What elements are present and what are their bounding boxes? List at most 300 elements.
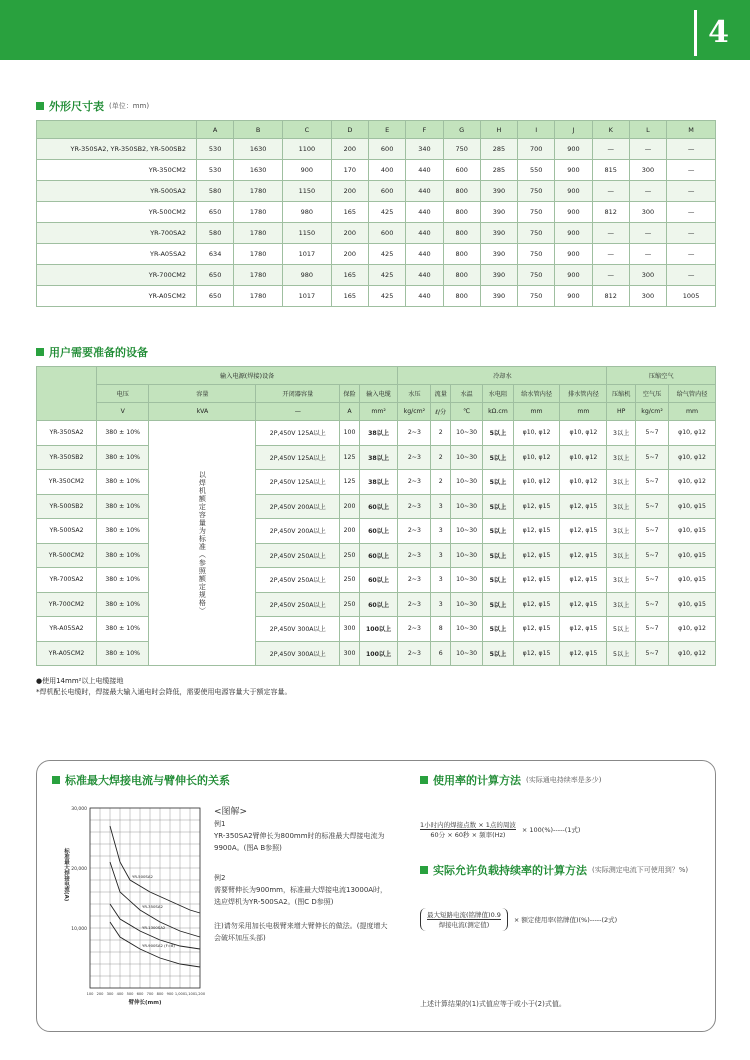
- equipment-title: 用户需要准备的设备: [36, 344, 148, 360]
- table-cell: 550: [518, 160, 555, 181]
- unit-header: mm: [560, 403, 607, 421]
- table-cell: φ10, φ15: [669, 543, 716, 568]
- table-cell: 380 ± 10%: [97, 421, 149, 446]
- series-label: YR-1300SA2: [142, 925, 166, 930]
- table-cell: 1150: [283, 181, 332, 202]
- table-cell: 900: [555, 139, 592, 160]
- table-cell: 10~30: [451, 445, 483, 470]
- table-cell: 425: [369, 202, 406, 223]
- table-cell: 10~30: [451, 543, 483, 568]
- unit-header: mm: [513, 403, 560, 421]
- table-cell: 800: [443, 223, 480, 244]
- table-cell: 440: [406, 202, 443, 223]
- dimensions-title: 外形尺寸表 (单位：mm): [36, 98, 149, 114]
- table-cell: 2: [431, 445, 451, 470]
- table-cell: 650: [197, 202, 234, 223]
- square-icon: [36, 348, 44, 356]
- sub-header: 输入电缆: [359, 385, 398, 403]
- table-cell: 440: [406, 244, 443, 265]
- table-cell: φ10, φ12: [669, 617, 716, 642]
- table-cell: 750: [518, 286, 555, 307]
- table-cell: 380 ± 10%: [97, 543, 149, 568]
- table-cell: 165: [331, 286, 368, 307]
- table-cell: YR-A05SA2: [37, 617, 97, 642]
- table-row: [37, 286, 716, 307]
- table-cell: 300: [340, 617, 360, 642]
- table-cell: 600: [369, 223, 406, 244]
- table-cell: 5以上: [483, 519, 513, 544]
- table-cell: 10~30: [451, 617, 483, 642]
- dim-header: G: [443, 121, 480, 139]
- notes: [36, 676, 292, 698]
- model-name: YR-700SA2: [37, 223, 197, 244]
- table-cell: 5以上: [483, 592, 513, 617]
- table-cell: —: [667, 244, 716, 265]
- table-cell: 634: [197, 244, 234, 265]
- table-row: [37, 617, 716, 642]
- square-icon: [420, 776, 428, 784]
- dim-header: C: [283, 121, 332, 139]
- table-cell: φ10, φ12: [560, 470, 607, 495]
- sub-header: 给水管内径: [513, 385, 560, 403]
- unit-header: mm²: [359, 403, 398, 421]
- table-cell: 300: [629, 265, 666, 286]
- x-tick-label: 800: [156, 992, 164, 996]
- table-cell: φ12, φ15: [513, 617, 560, 642]
- table-cell: 285: [480, 139, 517, 160]
- table-cell: 5以上: [483, 568, 513, 593]
- sub-header: 水温: [451, 385, 483, 403]
- table-cell: 3: [431, 494, 451, 519]
- table-cell: 750: [518, 223, 555, 244]
- y-tick-label: 30,000: [71, 807, 87, 812]
- table-cell: 100: [340, 421, 360, 446]
- table-cell: 5以上: [483, 641, 513, 666]
- table-cell: 250: [340, 543, 360, 568]
- table-cell: —: [592, 139, 629, 160]
- dim-header: A: [197, 121, 234, 139]
- y-tick-label: 20,000: [71, 867, 87, 872]
- table-cell: 380 ± 10%: [97, 641, 149, 666]
- table-cell: 5~7: [636, 470, 669, 495]
- table-row: [37, 592, 716, 617]
- table-cell: 1780: [234, 244, 283, 265]
- table-cell: 900: [283, 160, 332, 181]
- table-cell: 200: [340, 494, 360, 519]
- table-cell: 5~7: [636, 445, 669, 470]
- table-cell: 2~3: [398, 641, 431, 666]
- table-cell: 750: [518, 202, 555, 223]
- table-cell: —: [592, 244, 629, 265]
- table-cell: 2P,450V 125A以上: [256, 421, 340, 446]
- dimensions-table: [36, 120, 716, 307]
- table-cell: 3以上: [607, 494, 636, 519]
- table-cell: 815: [592, 160, 629, 181]
- table-cell: φ10, φ12: [513, 470, 560, 495]
- table-cell: 390: [480, 181, 517, 202]
- table-cell: 5以上: [483, 494, 513, 519]
- table-cell: 5以上: [483, 543, 513, 568]
- sub-header: 排水管内径: [560, 385, 607, 403]
- table-cell: φ12, φ15: [560, 617, 607, 642]
- table-cell: 60以上: [359, 519, 398, 544]
- equipment-table: [36, 366, 716, 666]
- table-cell: 800: [443, 244, 480, 265]
- table-cell: φ10, φ12: [669, 641, 716, 666]
- unit-header: ℃: [451, 403, 483, 421]
- table-row: [37, 202, 716, 223]
- table-cell: 100以上: [359, 617, 398, 642]
- table-cell: 5~7: [636, 543, 669, 568]
- table-cell: YR-350SA2: [37, 421, 97, 446]
- table-cell: 300: [629, 286, 666, 307]
- table-cell: φ12, φ15: [560, 543, 607, 568]
- table-cell: 300: [629, 160, 666, 181]
- table-cell: 3: [431, 592, 451, 617]
- table-cell: 600: [369, 139, 406, 160]
- table-cell: 750: [518, 181, 555, 202]
- unit-header: kΩ.cm: [483, 403, 513, 421]
- dim-header: E: [369, 121, 406, 139]
- table-row: [37, 543, 716, 568]
- square-icon: [36, 102, 44, 110]
- table-cell: 800: [443, 181, 480, 202]
- table-cell: YR-350SB2: [37, 445, 97, 470]
- table-cell: —: [629, 223, 666, 244]
- unit-header: kVA: [149, 403, 256, 421]
- table-cell: φ12, φ15: [513, 494, 560, 519]
- table-cell: 200: [331, 181, 368, 202]
- table-cell: 900: [555, 223, 592, 244]
- table-cell: φ10, φ15: [669, 592, 716, 617]
- table-row: [37, 568, 716, 593]
- table-cell: 125: [340, 445, 360, 470]
- dim-header: L: [629, 121, 666, 139]
- table-cell: —: [667, 139, 716, 160]
- table-cell: φ10, φ12: [669, 445, 716, 470]
- table-cell: φ12, φ15: [560, 494, 607, 519]
- x-tick-label: 400: [116, 992, 124, 996]
- table-cell: 440: [406, 223, 443, 244]
- table-cell: YR-500CM2: [37, 543, 97, 568]
- table-cell: 5~7: [636, 421, 669, 446]
- x-tick-label: 900: [166, 992, 174, 996]
- x-tick-label: 1,000: [174, 992, 186, 996]
- table-cell: 1780: [234, 202, 283, 223]
- table-cell: 380 ± 10%: [97, 617, 149, 642]
- table-cell: 425: [369, 265, 406, 286]
- table-cell: 2P,450V 300A以上: [256, 617, 340, 642]
- table-cell: YR-500SB2: [37, 494, 97, 519]
- table-cell: 1780: [234, 265, 283, 286]
- table-cell: 2~3: [398, 617, 431, 642]
- table-cell: YR-700SA2: [37, 568, 97, 593]
- table-row: [37, 139, 716, 160]
- table-cell: 10~30: [451, 519, 483, 544]
- dim-header: I: [518, 121, 555, 139]
- table-cell: 2~3: [398, 494, 431, 519]
- table-cell: 800: [443, 286, 480, 307]
- table-cell: φ10, φ15: [669, 494, 716, 519]
- table-cell: 2~3: [398, 470, 431, 495]
- table-cell: 425: [369, 286, 406, 307]
- table-cell: 2~3: [398, 519, 431, 544]
- table-cell: 38以上: [359, 421, 398, 446]
- sub-header: 水电阻: [483, 385, 513, 403]
- table-cell: φ12, φ15: [513, 568, 560, 593]
- table-cell: 390: [480, 286, 517, 307]
- table-cell: 580: [197, 223, 234, 244]
- table-cell: YR-700CM2: [37, 592, 97, 617]
- table-cell: φ12, φ15: [560, 641, 607, 666]
- table-cell: 5~7: [636, 519, 669, 544]
- table-cell: 3以上: [607, 543, 636, 568]
- table-cell: 600: [443, 160, 480, 181]
- sub-header: 流量: [431, 385, 451, 403]
- table-cell: —: [667, 181, 716, 202]
- table-cell: —: [629, 139, 666, 160]
- table-cell: 125: [340, 470, 360, 495]
- series-label: YR-500SA2: [132, 874, 153, 879]
- sub-header: 压缩机: [607, 385, 636, 403]
- table-cell: 250: [340, 568, 360, 593]
- table-cell: 2P,450V 200A以上: [256, 494, 340, 519]
- dim-header: J: [555, 121, 592, 139]
- table-row: [37, 445, 716, 470]
- table-cell: 10~30: [451, 494, 483, 519]
- relation-title: 标准最大焊接电流与臂伸长的关系: [52, 772, 230, 788]
- sub-header: 保险: [340, 385, 360, 403]
- model-name: YR-A05CM2: [37, 286, 197, 307]
- table-cell: YR-500SA2: [37, 519, 97, 544]
- table-cell: φ12, φ15: [513, 543, 560, 568]
- table-cell: 1150: [283, 223, 332, 244]
- table-cell: —: [592, 223, 629, 244]
- table-cell: 6: [431, 641, 451, 666]
- square-icon: [52, 776, 60, 784]
- table-cell: 1630: [234, 139, 283, 160]
- table-cell: 390: [480, 244, 517, 265]
- table-cell: 2~3: [398, 421, 431, 446]
- table-cell: 2~3: [398, 543, 431, 568]
- table-cell: 10~30: [451, 641, 483, 666]
- group-water: 冷却水: [398, 367, 607, 385]
- table-cell: 3以上: [607, 592, 636, 617]
- table-row: [37, 181, 716, 202]
- table-cell: 2P,450V 200A以上: [256, 519, 340, 544]
- table-cell: 750: [518, 244, 555, 265]
- table-cell: 3: [431, 519, 451, 544]
- table-cell: —: [667, 202, 716, 223]
- square-icon: [420, 866, 428, 874]
- model-name: YR-700CM2: [37, 265, 197, 286]
- model-name: YR-500CM2: [37, 202, 197, 223]
- table-cell: 440: [406, 265, 443, 286]
- table-cell: 380 ± 10%: [97, 568, 149, 593]
- table-cell: 1780: [234, 181, 283, 202]
- table-cell: 2~3: [398, 568, 431, 593]
- table-cell: φ12, φ15: [513, 519, 560, 544]
- table-cell: 900: [555, 202, 592, 223]
- table-cell: 1780: [234, 223, 283, 244]
- table-cell: 2P,450V 250A以上: [256, 592, 340, 617]
- table-cell: —: [667, 223, 716, 244]
- table-cell: φ10, φ12: [560, 421, 607, 446]
- allowable-formula: 最大短路电流(铭牌值)0.9 焊接电流(测定值) × 额定使用率(铭牌值)(%)-----(2式): [420, 908, 617, 931]
- table-cell: 812: [592, 202, 629, 223]
- x-tick-label: 1,100: [184, 992, 196, 996]
- table-cell: 900: [555, 244, 592, 265]
- table-row: [37, 519, 716, 544]
- table-cell: 5以上: [483, 445, 513, 470]
- table-cell: 580: [197, 181, 234, 202]
- dim-header: D: [331, 121, 368, 139]
- x-tick-label: 600: [136, 992, 144, 996]
- plot-frame: [90, 808, 200, 988]
- table-cell: 600: [369, 181, 406, 202]
- table-cell: —: [629, 181, 666, 202]
- table-cell: 380 ± 10%: [97, 470, 149, 495]
- unit-header: ℓ/分: [431, 403, 451, 421]
- table-cell: 3以上: [607, 445, 636, 470]
- table-cell: 5以上: [483, 421, 513, 446]
- sub-header: 容量: [149, 385, 256, 403]
- table-cell: 5~7: [636, 617, 669, 642]
- table-cell: 2P,450V 300A以上: [256, 641, 340, 666]
- table-cell: 3: [431, 568, 451, 593]
- table-cell: 750: [518, 265, 555, 286]
- table-cell: 400: [369, 160, 406, 181]
- table-cell: 2P,450V 125A以上: [256, 470, 340, 495]
- table-cell: 390: [480, 223, 517, 244]
- table-cell: 3以上: [607, 519, 636, 544]
- table-cell: 10~30: [451, 592, 483, 617]
- model-name: YR-350CM2: [37, 160, 197, 181]
- table-cell: 5~7: [636, 568, 669, 593]
- table-cell: 700: [518, 139, 555, 160]
- table-cell: φ12, φ15: [560, 519, 607, 544]
- table-cell: 900: [555, 286, 592, 307]
- table-row: [37, 265, 716, 286]
- x-tick-label: 100: [86, 992, 94, 996]
- table-cell: 425: [369, 244, 406, 265]
- table-cell: —: [667, 160, 716, 181]
- table-cell: 530: [197, 160, 234, 181]
- unit-header: kg/cm²: [636, 403, 669, 421]
- table-cell: 2P,450V 250A以上: [256, 568, 340, 593]
- dim-header: B: [234, 121, 283, 139]
- unit-header: kg/cm²: [398, 403, 431, 421]
- table-cell: YR-350CM2: [37, 470, 97, 495]
- table-row: [37, 223, 716, 244]
- sub-header: 空气压: [636, 385, 669, 403]
- table-cell: 165: [331, 202, 368, 223]
- table-row: [37, 641, 716, 666]
- note-2: *焊机配长电缆时，焊接最大输入通电时会降低，需要使用电源容量大于额定容量。: [36, 688, 292, 696]
- x-tick-label: 1,200: [194, 992, 206, 996]
- table-row: [37, 494, 716, 519]
- table-cell: 5以上: [607, 617, 636, 642]
- table-cell: φ10, φ12: [513, 421, 560, 446]
- table-cell: 60以上: [359, 568, 398, 593]
- table-cell: 10~30: [451, 470, 483, 495]
- table-cell: 1005: [667, 286, 716, 307]
- table-cell: 200: [331, 139, 368, 160]
- table-cell: 980: [283, 202, 332, 223]
- table-cell: 200: [340, 519, 360, 544]
- table-cell: 165: [331, 265, 368, 286]
- sub-header: 开闭器容量: [256, 385, 340, 403]
- table-cell: 38以上: [359, 470, 398, 495]
- table-cell: 900: [555, 160, 592, 181]
- model-name: YR-500SA2: [37, 181, 197, 202]
- table-cell: 300: [340, 641, 360, 666]
- dim-header: K: [592, 121, 629, 139]
- model-name: YR-350SA2, YR-350SB2, YR-500SB2: [37, 139, 197, 160]
- table-cell: 800: [443, 265, 480, 286]
- x-tick-label: 700: [146, 992, 154, 996]
- table-cell: —: [629, 244, 666, 265]
- relation-chart: [48, 800, 208, 1020]
- table-cell: 380 ± 10%: [97, 445, 149, 470]
- table-cell: 300: [629, 202, 666, 223]
- series-label: YR-350SA2: [142, 904, 163, 909]
- dim-header: M: [667, 121, 716, 139]
- page-number: 4: [694, 10, 740, 56]
- table-cell: 3以上: [607, 470, 636, 495]
- table-cell: 650: [197, 286, 234, 307]
- table-cell: φ10, φ12: [513, 445, 560, 470]
- x-tick-label: 300: [106, 992, 114, 996]
- x-tick-label: 500: [126, 992, 134, 996]
- table-cell: 10~30: [451, 568, 483, 593]
- series-label: YR-900SA2 (F=8): [142, 943, 175, 948]
- table-cell: 3以上: [607, 568, 636, 593]
- unit-header: A: [340, 403, 360, 421]
- table-cell: φ12, φ15: [513, 592, 560, 617]
- sub-header: 水压: [398, 385, 431, 403]
- y-tick-label: 10,000: [71, 927, 87, 932]
- table-cell: φ10, φ12: [669, 470, 716, 495]
- table-cell: 750: [443, 139, 480, 160]
- table-cell: 380 ± 10%: [97, 519, 149, 544]
- table-cell: 60以上: [359, 543, 398, 568]
- table-cell: φ12, φ15: [560, 568, 607, 593]
- table-cell: 2: [431, 470, 451, 495]
- table-cell: 650: [197, 265, 234, 286]
- table-cell: 1780: [234, 286, 283, 307]
- table-cell: 340: [406, 139, 443, 160]
- table-cell: 10~30: [451, 421, 483, 446]
- model-name: YR-A05SA2: [37, 244, 197, 265]
- sub-header: 电压: [97, 385, 149, 403]
- table-cell: φ10, φ12: [560, 445, 607, 470]
- table-cell: 800: [443, 202, 480, 223]
- table-cell: YR-A05CM2: [37, 641, 97, 666]
- note-1: ●使用14mm²以上电缆接地: [36, 677, 124, 685]
- allowable-title: 实际允许负载持续率的计算方法 (实际测定电流下可使用到？%): [420, 862, 710, 878]
- group-air: 压缩空气: [607, 367, 716, 385]
- unit-header: V: [97, 403, 149, 421]
- table-row: [37, 421, 716, 446]
- table-cell: 380 ± 10%: [97, 592, 149, 617]
- table-cell: —: [592, 265, 629, 286]
- sub-header: 给气管内径: [669, 385, 716, 403]
- table-cell: 5~7: [636, 641, 669, 666]
- table-cell: 60以上: [359, 592, 398, 617]
- table-row: [37, 244, 716, 265]
- table-cell: 8: [431, 617, 451, 642]
